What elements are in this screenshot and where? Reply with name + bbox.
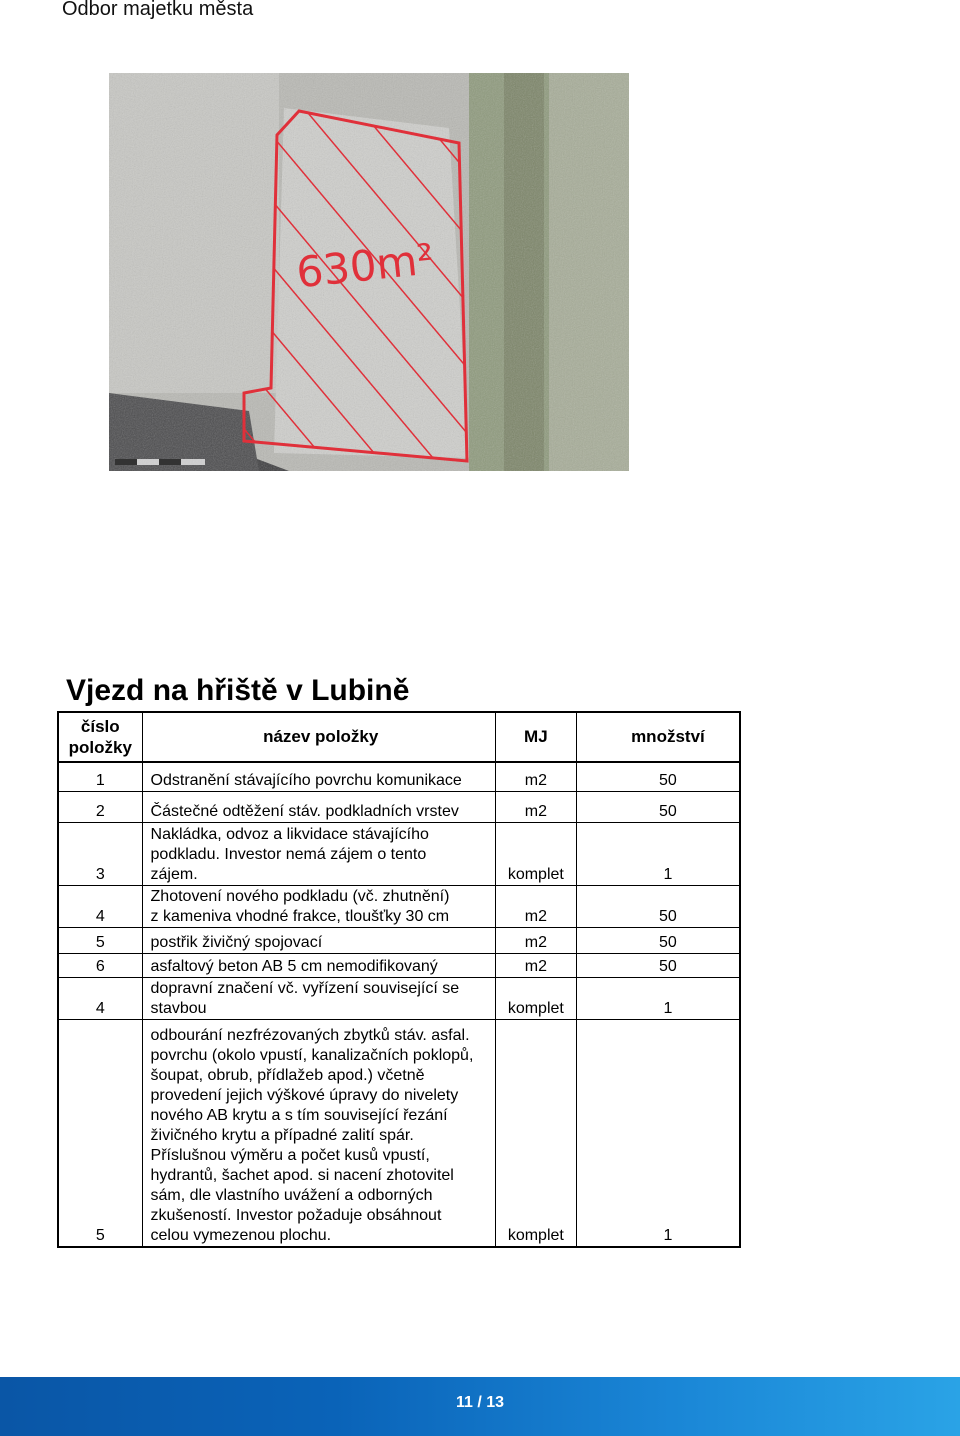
row-unit: komplet <box>495 977 576 1019</box>
row-unit: m2 <box>495 791 576 822</box>
row-unit: m2 <box>495 885 576 927</box>
row-number: 6 <box>58 953 142 977</box>
aerial-map-svg <box>109 73 629 471</box>
row-name: dopravní značení vč. vyřízení související se stavbou <box>142 977 495 1019</box>
table-row <box>58 927 740 953</box>
row-unit: m2 <box>495 927 576 953</box>
row-number: 4 <box>58 977 142 1019</box>
header-name: název položky <box>142 712 495 762</box>
row-quantity: 1 <box>576 977 740 1019</box>
row-quantity: 50 <box>576 762 740 791</box>
row-unit: m2 <box>495 953 576 977</box>
row-number: 3 <box>58 822 142 885</box>
items-table <box>57 711 741 1248</box>
area-label: 630m² <box>294 234 437 298</box>
header-unit: MJ <box>495 712 576 762</box>
row-name: Odstranění stávajícího povrchu komunikace <box>142 762 495 791</box>
row-quantity: 1 <box>576 822 740 885</box>
section-title: Vjezd na hřiště v Lubině <box>66 674 410 707</box>
row-name: asfaltový beton AB 5 cm nemodifikovaný <box>142 953 495 977</box>
row-number: 5 <box>58 927 142 953</box>
row-number: 2 <box>58 791 142 822</box>
document-header-title: Odbor majetku města <box>62 0 254 20</box>
table-row <box>58 791 740 822</box>
row-quantity: 50 <box>576 885 740 927</box>
row-quantity: 50 <box>576 953 740 977</box>
header-number: číslo položky <box>58 712 142 762</box>
row-number: 4 <box>58 885 142 927</box>
row-name: Zhotovení nového podkladu (vč. zhutnění) z kameniva vhodné frakce, tloušťky 30 cm <box>142 885 495 927</box>
aerial-map-image <box>109 73 629 471</box>
row-number: 5 <box>58 1019 142 1247</box>
page-number: 11 / 13 <box>455 1394 505 1411</box>
row-name: Nakládka, odvoz a likvidace stávajícího podkladu. Investor nemá zájem o tento zájem. <box>142 822 495 885</box>
row-name: Částečné odtěžení stáv. podkladních vrstev <box>142 791 495 822</box>
table-row <box>58 822 740 885</box>
row-name: postřik živičný spojovací <box>142 927 495 953</box>
row-quantity: 1 <box>576 1019 740 1247</box>
row-unit: m2 <box>495 762 576 791</box>
row-number: 1 <box>58 762 142 791</box>
table-row <box>58 885 740 927</box>
row-quantity: 50 <box>576 927 740 953</box>
table-header-row <box>58 712 740 762</box>
row-unit: komplet <box>495 822 576 885</box>
row-name: odbourání nezfrézovaných zbytků stáv. asfal. povrchu (okolo vpustí, kanalizačních poklopů, šoupat, obrub, přídlažeb apod.) včetně provedení jejich výškové úpravy do nivelety nového AB krytu a s tím související řezání živičného krytu a případné zalití spár. Příslušnou výměru a počet kusů vpustí, hydrantů, šachet apod. si nacení zhotovitel sám, dle vlastního uvážení a odborných zkušeností. Investor požaduje obsáhnout celou vymezenou plochu. <box>142 1019 495 1247</box>
table-row <box>58 1019 740 1247</box>
table-row <box>58 953 740 977</box>
row-unit: komplet <box>495 1019 576 1247</box>
row-quantity: 50 <box>576 791 740 822</box>
table-row <box>58 762 740 791</box>
header-quantity: množství <box>576 712 740 762</box>
table-row <box>58 977 740 1019</box>
